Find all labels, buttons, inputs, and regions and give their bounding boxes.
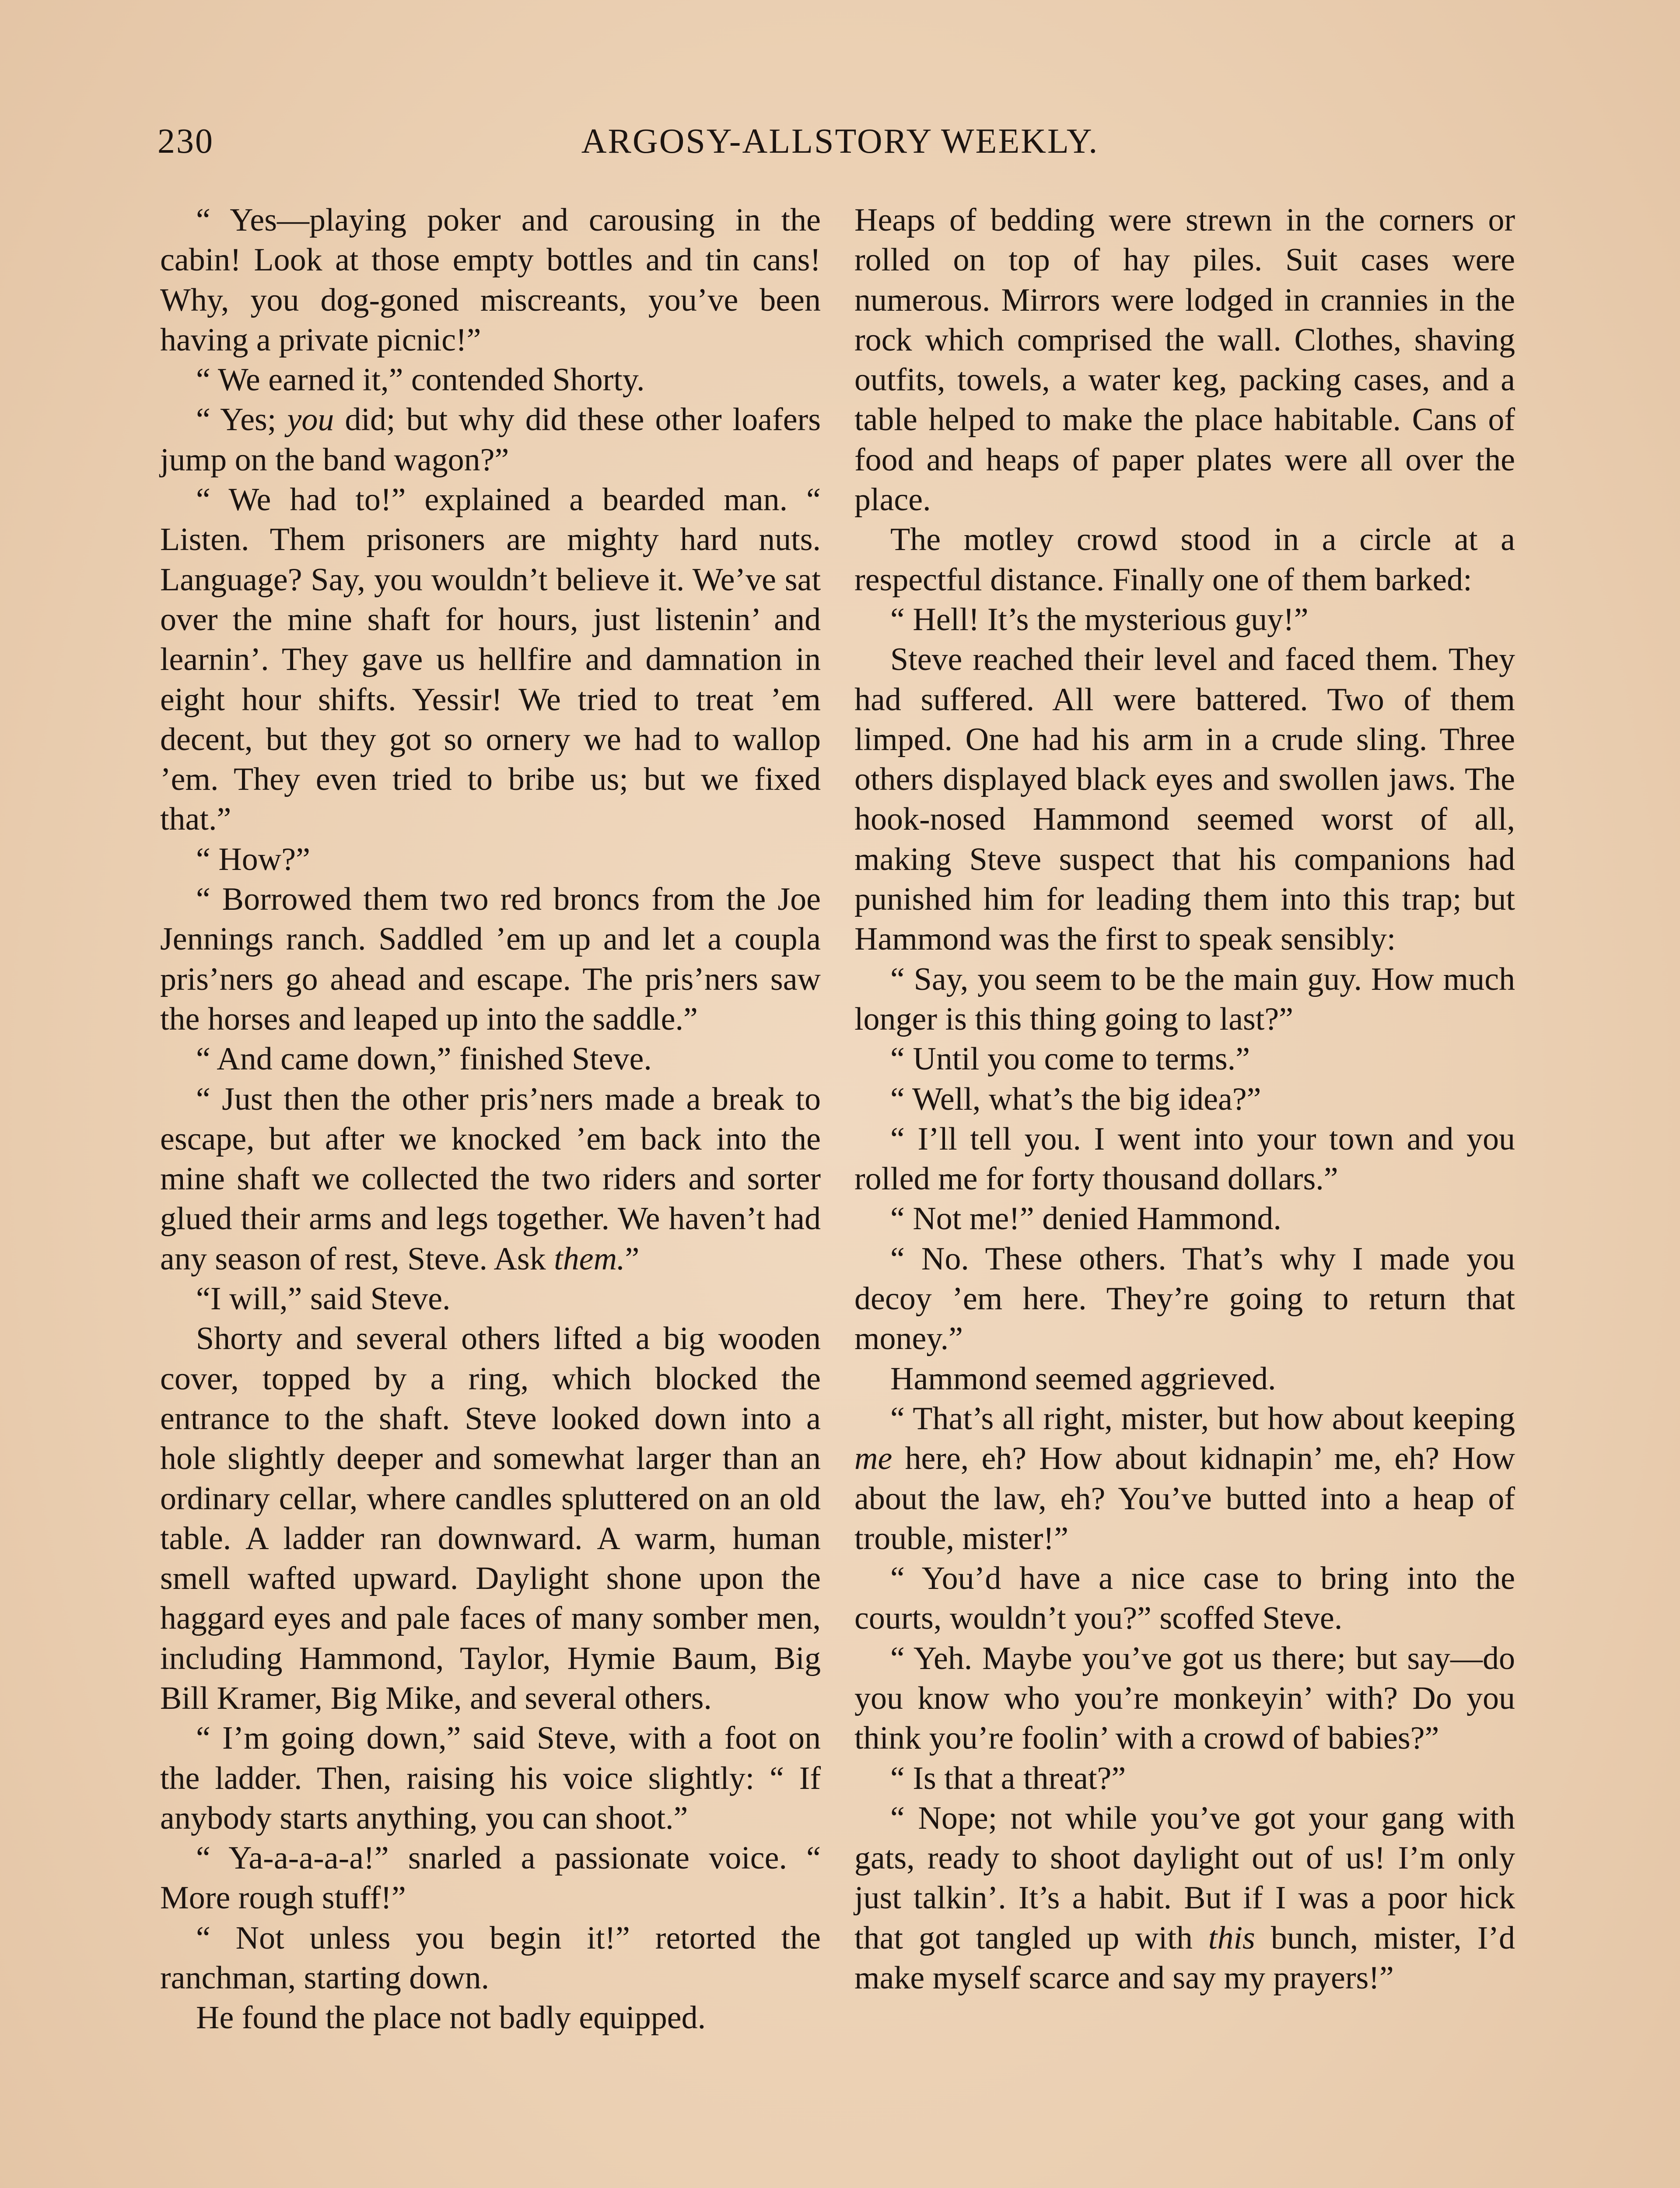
paragraph: “ I’m going down,” said Steve, with a foot on the ladder. Then, raising his voice slightly: “ If anybody starts anything, you can shoot.” bbox=[160, 1720, 821, 1836]
paragraph: Shorty and several others lifted a big wooden cover, topped by a ring, which blocked the entrance to the shaft. Steve looked down into a hole slightly deeper and somewhat larger than an ordinary cellar, where candles spluttered on an old table. A ladder ran downward. A warm, human smell wafted upward. Daylight shone upon the haggard eyes and pale faces of many somber men, including Hammond, Taylor, Hymie Baum, Big Bill Kramer, Big Mike, and several others. bbox=[160, 1321, 821, 1716]
paragraph: “ Well, what’s the big idea?” bbox=[890, 1081, 1261, 1117]
paragraph: Hammond seemed aggrieved. bbox=[890, 1360, 1276, 1397]
paragraph: “ Ya-a-a-a-a!” snarled a passionate voice. “ More rough stuff!” bbox=[160, 1840, 821, 1916]
paragraph: “ Not me!” denied Hammond. bbox=[890, 1201, 1281, 1237]
paragraph: “ No. These others. That’s why I made you decoy ’em here. They’re going to return that money.” bbox=[854, 1241, 1515, 1357]
paragraph: “ Until you come to terms.” bbox=[890, 1041, 1250, 1077]
italic-emphasis: this bbox=[1208, 1920, 1255, 1956]
paragraph: “ Is that a threat?” bbox=[890, 1760, 1126, 1796]
paragraph: “ Just then the other pris’ners made a break to escape, but after we knocked ’em back into the mine shaft we collected the two riders and sorter glued their arms and legs together. We haven’t had any season of rest, Steve. Ask them.” bbox=[160, 1081, 821, 1277]
continued-paragraph: Heaps of bedding were strewn in the corners or rolled on top of hay piles. Suit cases were numerous. Mirrors were lodged in crannies in the rock which comprised the wall. Clothes, shaving outfits, towels, a water keg, packing cases, and a table helped to make the place habitable. Cans of food and heaps of paper plates were all over the place. bbox=[854, 202, 1515, 518]
paragraph: “ That’s all right, mister, but how about keeping me here, eh? How about kidnapin’ me, eh? How about the law, eh? You’ve butted into a heap of trouble, mister!” bbox=[854, 1400, 1515, 1557]
paragraph: “ I’ll tell you. I went into your town and you rolled me for forty thousand dollars.” bbox=[854, 1121, 1515, 1197]
paragraph: “ Not unless you begin it!” retorted the ranchman, starting down. bbox=[160, 1920, 821, 1996]
left-text-column bbox=[160, 200, 821, 2038]
paragraph: “ Borrowed them two red broncs from the Joe Jennings ranch. Saddled ’em up and let a coupla pris’ners go ahead and escape. The pris’ners saw the horses and leaped up into the saddle.” bbox=[160, 881, 821, 1037]
right-text-column bbox=[854, 200, 1515, 1998]
paragraph: “ Hell! It’s the mysterious guy!” bbox=[890, 601, 1309, 638]
paragraph: “I will,” said Steve. bbox=[196, 1281, 451, 1317]
running-title: ARGOSY-ALLSTORY WEEKLY. bbox=[581, 122, 1099, 161]
paragraph: “ Nope; not while you’ve got your gang with gats, ready to shoot daylight out of us! I’m only just talkin’. It’s a habit. But if I was a poor hick that got tangled up with this bunch, mister, I’d make myself scarce and say my prayers!” bbox=[854, 1800, 1515, 1996]
paragraph: “ Yeh. Maybe you’ve got us there; but say—do you know who you’re monkeyin’ with? Do you think you’re foolin’ with a crowd of babies?” bbox=[854, 1640, 1515, 1757]
paragraph: “ Yes—playing poker and carousing in the cabin! Look at those empty bottles and tin cans! Why, you dog-goned miscreants, you’ve been having a private picnic!” bbox=[160, 202, 821, 358]
italic-emphasis: me bbox=[854, 1441, 892, 1477]
italic-emphasis: them. bbox=[554, 1241, 625, 1277]
paragraph: The motley crowd stood in a circle at a respectful distance. Finally one of them barked: bbox=[854, 522, 1515, 598]
paragraph: “ Yes; you did; but why did these other loafers jump on the band wagon?” bbox=[160, 402, 821, 478]
paragraph: “ We earned it,” contended Shorty. bbox=[196, 362, 645, 398]
paragraph: “ And came down,” finished Steve. bbox=[196, 1041, 652, 1077]
paragraph: Steve reached their level and faced them. They had suffered. All were battered. Two of them limped. One had his arm in a crude sling. Three others displayed black eyes and swollen jaws. The hook-nosed Hammond seemed worst of all, making Steve suspect that his companions had punished him for leading them into this trap; but Hammond was the first to speak sensibly: bbox=[854, 642, 1515, 957]
italic-emphasis: you bbox=[287, 402, 334, 438]
paragraph: “ How?” bbox=[196, 841, 310, 877]
paragraph: “ We had to!” explained a bearded man. “ Listen. Them prisoners are mighty hard nuts. Language? Say, you wouldn’t believe it. We’ve sat over the mine shaft for hours, just listenin’ and learnin’. They gave us hellfire and damnation in eight hour shifts. Yessir! We tried to treat ’em decent, but they got so ornery we had to wallop ’em. They even tried to bribe us; but we fixed that.” bbox=[160, 482, 821, 838]
paragraph: “ Say, you seem to be the main guy. How much longer is this thing going to last?” bbox=[854, 961, 1515, 1037]
page-number: 230 bbox=[158, 122, 214, 161]
right-column-paragraphs bbox=[854, 520, 1515, 1998]
paragraph: “ You’d have a nice case to bring into the courts, wouldn’t you?” scoffed Steve. bbox=[854, 1560, 1515, 1637]
page-header bbox=[158, 117, 1522, 165]
paragraph: He found the place not badly equipped. bbox=[196, 2000, 706, 2036]
